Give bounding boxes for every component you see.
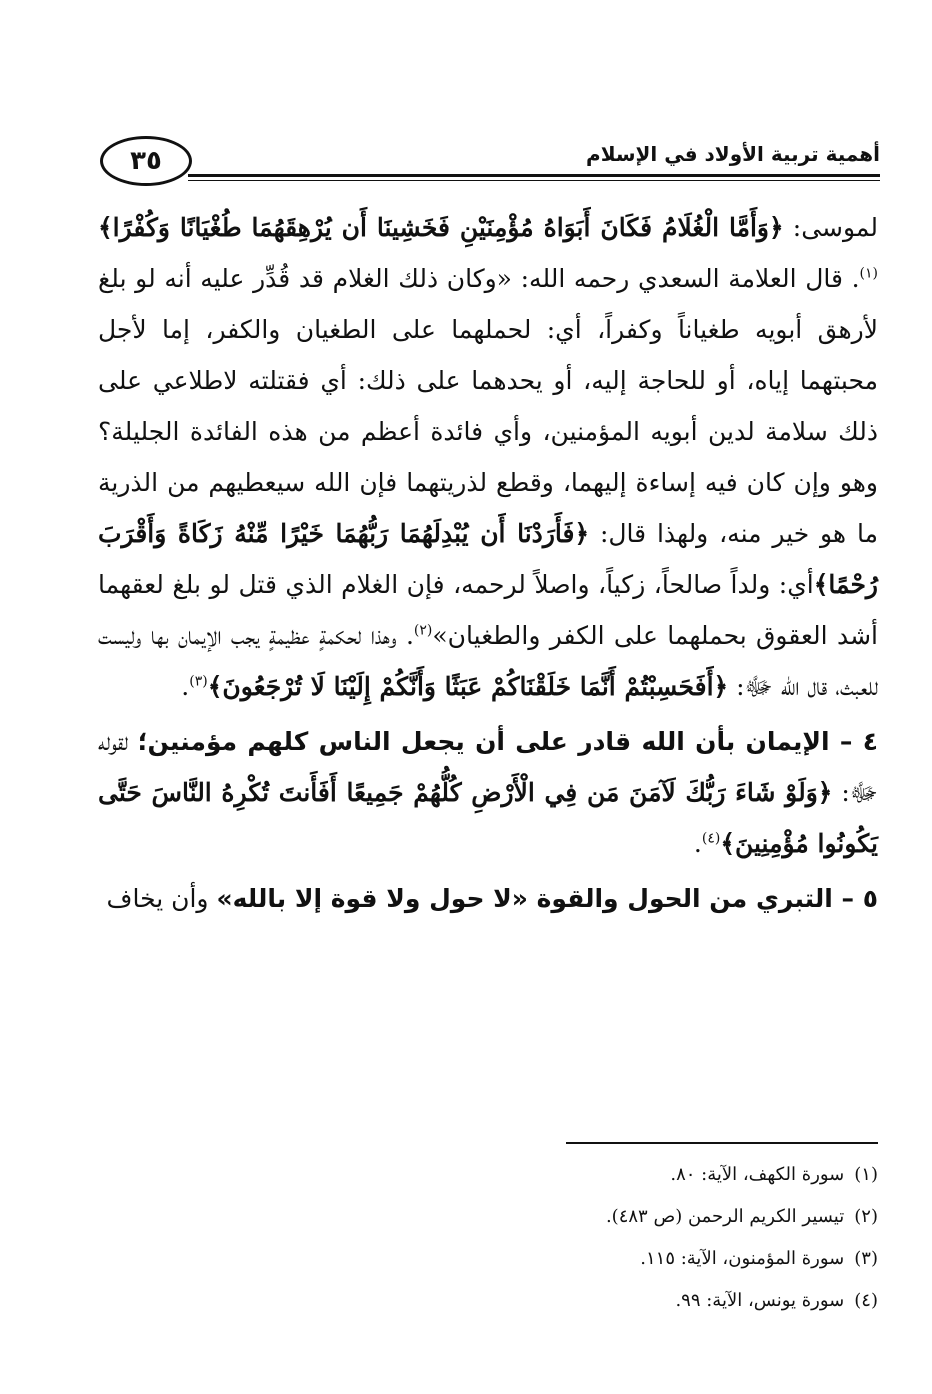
point-4-heading: ٤ – الإيمان بأن الله قادر على أن يجعل الناس كلهم مؤمنين؛ <box>137 727 878 756</box>
p1-text-1: . قال العلامة السعدي رحمه الله: «وكان ذلك الغلام قد قُدِّر عليه أنه لو بلغ لأرهق أبويه طغياناً وكفراً، أي: لحملهما على الطغيان والكفر، إما لأجل محبتهما إياه، أو للحاجة إليه، أو يحدهما على ذلك: أي فقتلته لاطلاعي على ذلك سلامة لدين أبويه المؤمنين، وأي فائدة أعظم من هذه الفائدة الجليلة؟ وهو وإن كان فيه إساءة إليهما، وقطع لذريتهما فإن الله سيعطيهم من الذرية ما هو خير منه، ولهذا قال: <box>98 264 878 548</box>
footnote-1 <box>278 1154 878 1196</box>
footnote-2 <box>278 1196 878 1238</box>
p1-text-3: . وهذا لحكمةٍ عظيمةٍ يجب الإيمان بها وليست للعبث، قال الله ﷻ: <box>98 621 878 701</box>
footnote-2-mark: (٢) <box>854 1206 878 1227</box>
p1-lead: لموسى: <box>783 213 878 242</box>
page-number: ٣٥ <box>100 136 192 186</box>
footnote-4-mark: (٤) <box>854 1290 878 1311</box>
p2-text-1: لقوله ﷻ: <box>98 727 879 807</box>
paragraph-3 <box>98 873 878 924</box>
p2-end: . <box>693 829 702 858</box>
point-5-heading: ٥ – التبري من الحول والقوة «لا حول ولا قوة إلا بالله» <box>216 884 878 913</box>
footnote-ref-1: (١) <box>859 265 878 282</box>
footnote-1-mark: (١) <box>854 1164 878 1185</box>
paragraph-2 <box>98 716 878 869</box>
footnote-3 <box>278 1238 878 1280</box>
footnote-ref-2: (٢) <box>413 622 433 639</box>
p3-text: وأن يخاف <box>106 884 217 913</box>
page-header <box>96 122 880 202</box>
footnote-1-text: سورة الكهف، الآية: ٨٠. <box>670 1164 845 1185</box>
running-title: أهمية تربية الأولاد في الإسلام <box>586 142 880 166</box>
footnotes <box>278 1154 878 1322</box>
footnote-separator <box>566 1142 878 1144</box>
quran-verse-3: ﴿أَفَحَسِبْتُمْ أَنَّمَا خَلَقْنَاكُمْ عَبَثًا وَأَنَّكُمْ إِلَيْنَا لَا تُرْجَعُونَ﴾ <box>207 672 729 701</box>
footnote-3-text: سورة المؤمنون، الآية: ١١٥. <box>640 1248 845 1269</box>
p1-end: . <box>181 672 190 701</box>
header-rule-thin <box>188 180 880 181</box>
footnote-2-text: تيسير الكريم الرحمن (ص ٤٨٣). <box>605 1206 845 1227</box>
footnote-4-text: سورة يونس، الآية: ٩٩. <box>675 1290 845 1311</box>
quran-verse-2: ﴿فَأَرَدْنَا أَن يُبْدِلَهُمَا رَبُّهُمَا خَيْرًا مِّنْهُ زَكَاةً وَأَقْرَبَ رُحْمًا﴾ <box>98 519 878 599</box>
quran-verse-1: ﴿وَأَمَّا الْغُلَامُ فَكَانَ أَبَوَاهُ مُؤْمِنَيْنِ فَخَشِينَا أَن يُرْهِقَهُمَا طُغْيَانًا وَكُفْرًا﴾ <box>98 213 784 242</box>
footnote-3-mark: (٣) <box>854 1248 878 1269</box>
footnote-ref-3: (٣) <box>189 673 208 690</box>
footnote-ref-4: (٤) <box>701 830 721 847</box>
header-rule-thick <box>188 174 880 177</box>
main-text <box>98 202 878 924</box>
footnote-4 <box>278 1280 878 1322</box>
p1-text-2: أي: ولداً صالحاً، زكياً، واصلاً لرحمه، فإن الغلام الذي قتل لو بلغ لعقهما أشد العقوق بحملهما على الكفر والطغيان» <box>98 570 878 650</box>
quran-verse-4: ﴿وَلَوْ شَاءَ رَبُّكَ لَآمَنَ مَن فِي الْأَرْضِ كُلُّهُمْ جَمِيعًا أَفَأَنتَ تُكْرِهُ النَّاسَ حَتَّى يَكُونُوا مُؤْمِنِينَ﴾ <box>98 778 878 858</box>
paragraph-1 <box>98 202 878 712</box>
